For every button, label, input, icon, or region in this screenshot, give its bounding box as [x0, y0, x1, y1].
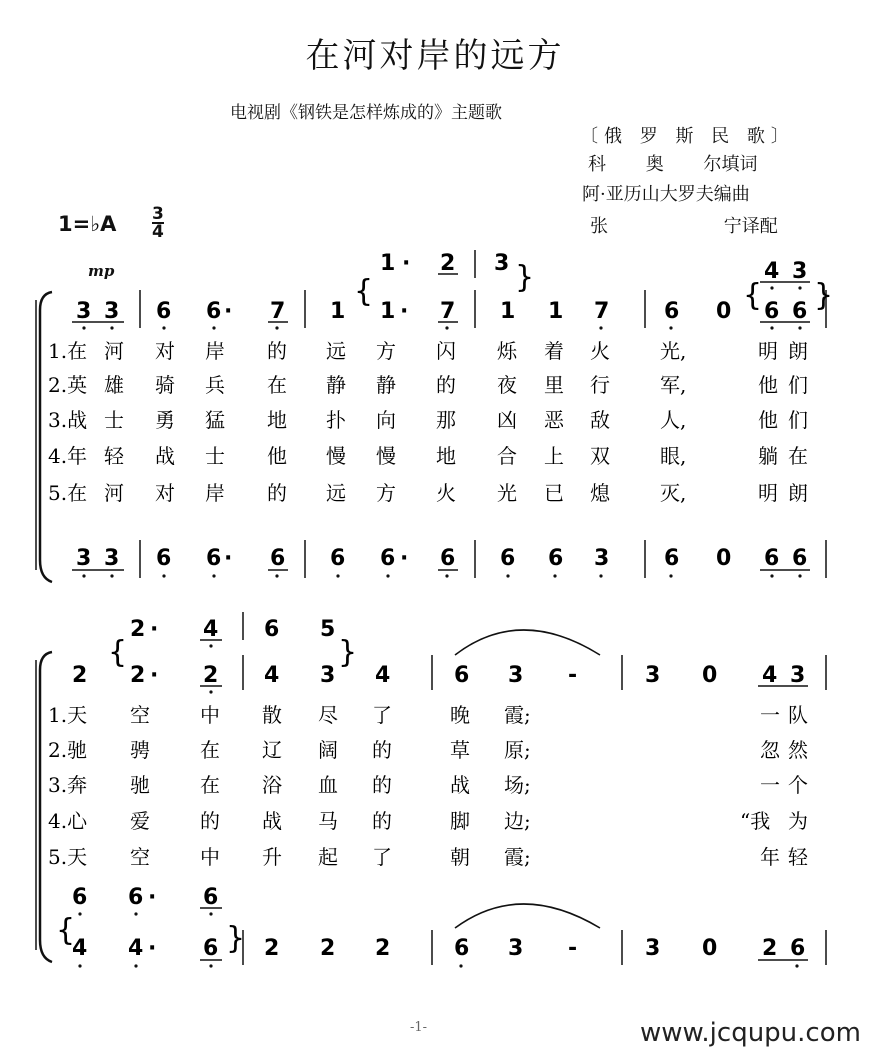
note: 3	[792, 259, 808, 284]
note: 1	[548, 299, 564, 324]
lyric: 们	[788, 373, 808, 397]
origin-credit: 〔俄 罗 斯 民 歌〕	[580, 126, 795, 147]
dot: ·	[150, 663, 159, 688]
note: 2	[762, 936, 778, 961]
note: 3	[508, 663, 524, 688]
lyric: 的	[372, 738, 392, 762]
dot: ·	[148, 885, 157, 910]
note: 0	[702, 663, 718, 688]
song-title: 在河对岸的远方	[305, 36, 565, 76]
note: 1	[500, 299, 516, 324]
arranger-credit: 阿·亚历山大罗夫编曲	[582, 184, 750, 205]
note: 5	[320, 617, 336, 642]
system2-octave-dots	[78, 644, 798, 967]
lyric-verse-1	[48, 703, 808, 727]
note: 4	[375, 663, 391, 688]
note: 3	[645, 663, 661, 688]
lyric: 岸	[205, 481, 225, 505]
system2-tie-lower	[455, 904, 600, 928]
note: 6	[792, 546, 808, 571]
lyric: 浴	[262, 773, 282, 797]
system2-lower-brace-close: }	[226, 921, 246, 956]
lyric: 然	[788, 738, 808, 762]
lyric: 在	[200, 773, 220, 797]
translator-credit: 张 宁译配	[590, 216, 778, 237]
system2-bracket	[40, 652, 52, 962]
lyric: 他	[267, 444, 287, 468]
lyric: 4.年	[48, 444, 88, 468]
lyric: 兵	[205, 373, 225, 397]
lyric: 5.在	[48, 481, 88, 505]
lyric: 原;	[504, 738, 531, 762]
lyric: 5.天	[48, 845, 88, 869]
note: 2	[203, 663, 219, 688]
note: 7	[270, 299, 286, 324]
lyric: 方	[376, 481, 396, 505]
lyric: 1.在	[48, 339, 88, 363]
dash: -	[568, 663, 578, 688]
lyric: 战	[450, 773, 470, 797]
note: 6	[664, 546, 680, 571]
note: 3	[76, 546, 92, 571]
lyric: 着	[544, 339, 564, 363]
system2-variant	[130, 617, 335, 642]
lyric: 空	[130, 845, 150, 869]
dot: ·	[400, 546, 409, 571]
system2-lower-upper-notes	[72, 885, 218, 910]
lyric: 战	[155, 444, 175, 468]
lyric-verse-4	[48, 444, 808, 468]
system1-variant-brace-close: }	[515, 260, 535, 295]
lyric: 了	[372, 845, 392, 869]
system2-beams	[200, 640, 808, 960]
lyric: 明	[758, 481, 778, 505]
note: 3	[508, 936, 524, 961]
lyric: 雄	[104, 373, 124, 397]
lyric: 那	[436, 408, 456, 432]
lyric: 脚	[450, 809, 470, 833]
lyric: 他	[758, 373, 778, 397]
lyric: 1.天	[48, 703, 88, 727]
note: 2	[320, 936, 336, 961]
system2-lyrics	[48, 703, 809, 869]
lyric: 朝	[450, 845, 470, 869]
lyric: 2.驰	[48, 738, 88, 762]
lyric: 猛	[205, 408, 225, 432]
note: 0	[716, 299, 732, 324]
note: 6	[203, 885, 219, 910]
note: 3	[104, 546, 120, 571]
dot: ·	[224, 546, 233, 571]
note: 7	[594, 299, 610, 324]
note: 6	[764, 299, 780, 324]
time-signature-top: 3	[152, 204, 164, 224]
lyric: 的	[372, 773, 392, 797]
dash: -	[568, 936, 578, 961]
lyric: 朗	[788, 339, 808, 363]
lyric: 岸	[205, 339, 225, 363]
note: 1	[380, 299, 396, 324]
lyric: 们	[788, 408, 808, 432]
lyric: 合	[497, 444, 517, 468]
note: 6	[454, 663, 470, 688]
lyric: 行	[590, 373, 610, 397]
dynamic-marking: mp	[88, 262, 115, 280]
lyric: 2.英	[48, 373, 88, 397]
note: 2	[130, 663, 146, 688]
note: 4	[762, 663, 778, 688]
note: 3	[494, 251, 510, 276]
lyric: 恶	[544, 408, 564, 432]
system2-variant-brace-open: {	[108, 635, 128, 670]
lyric: 朗	[788, 481, 808, 505]
note: 0	[702, 936, 718, 961]
system2-lower-voice	[72, 936, 805, 961]
note: 7	[440, 299, 456, 324]
lyric: 轻	[104, 444, 124, 468]
lyric: 勇	[155, 408, 175, 432]
note: 6	[792, 299, 808, 324]
note: 6	[440, 546, 456, 571]
system2-variant-brace-close: }	[338, 635, 358, 670]
lyric: 爱	[130, 809, 150, 833]
note: 6	[790, 936, 806, 961]
note: 6	[203, 936, 219, 961]
lyric: 个	[788, 773, 808, 797]
lyric: 在	[788, 444, 808, 468]
lyric: 河	[104, 481, 124, 505]
lyric: 起	[318, 845, 338, 869]
note: 6	[764, 546, 780, 571]
lyric: 血	[318, 773, 338, 797]
note: 2	[130, 617, 146, 642]
lyric: 忽	[760, 738, 780, 762]
lyric-verse-3	[48, 773, 808, 797]
lyric: 对	[155, 339, 175, 363]
lyric: 霞;	[504, 845, 531, 869]
lyric: 一	[760, 773, 780, 797]
note: 4	[72, 936, 88, 961]
system1-end-brace-open: {	[743, 278, 763, 313]
lyric-verse-2	[48, 373, 808, 397]
system1-variant-a	[380, 251, 509, 276]
lyric: 在	[200, 738, 220, 762]
dot: ·	[224, 299, 233, 324]
lyric: 3.战	[48, 408, 88, 432]
lyric: 骋	[130, 738, 150, 762]
note: 6	[156, 546, 172, 571]
lyric: 草	[450, 738, 470, 762]
lyric: 里	[544, 373, 564, 397]
lyric: 灭,	[660, 481, 687, 505]
lyric: 已	[544, 481, 564, 505]
note: 2	[375, 936, 391, 961]
note: 6	[128, 885, 144, 910]
system1-end-brace-close: }	[814, 278, 834, 313]
lyric: 地	[267, 408, 287, 432]
lyric: 士	[104, 408, 124, 432]
lyric: 静	[376, 373, 396, 397]
lyric: 为	[788, 809, 808, 833]
lyric: 了	[372, 703, 392, 727]
note: 0	[716, 546, 732, 571]
lyric: 场;	[504, 773, 531, 797]
lyric: 边;	[504, 809, 531, 833]
note: 6	[548, 546, 564, 571]
system1-variant-brace-open: {	[354, 274, 374, 309]
lyric: 战	[262, 809, 282, 833]
lyric-verse-3	[48, 408, 808, 432]
lyric: 辽	[262, 738, 282, 762]
lyric: 的	[267, 339, 287, 363]
lyric-verse-5	[48, 481, 808, 505]
note: 6	[156, 299, 172, 324]
note: 3	[594, 546, 610, 571]
lyric: 远	[326, 481, 346, 505]
note: 3	[645, 936, 661, 961]
lyric: 对	[155, 481, 175, 505]
lyric: 4.心	[48, 809, 88, 833]
note: 6	[380, 546, 396, 571]
note: 6	[264, 617, 280, 642]
lyric: 士	[205, 444, 225, 468]
system2-melody	[72, 663, 805, 688]
lyric: 人,	[660, 408, 687, 432]
system1-bracket	[40, 292, 52, 582]
note: 4	[764, 259, 780, 284]
lyric: “我	[740, 809, 771, 833]
dot: ·	[400, 299, 409, 324]
lyric: 的	[372, 809, 392, 833]
note: 2	[440, 251, 456, 276]
lyric: 远	[326, 339, 346, 363]
lyric-verse-1	[48, 339, 808, 363]
lyric: 烁	[497, 339, 517, 363]
lyric: 熄	[590, 481, 610, 505]
note: 1	[380, 251, 396, 276]
lyric: 向	[376, 408, 396, 432]
lyric: 队	[788, 703, 808, 727]
note: 6	[454, 936, 470, 961]
note: 3	[320, 663, 336, 688]
lyric: 地	[436, 444, 456, 468]
lyric: 上	[544, 444, 564, 468]
lyric: 躺	[758, 444, 778, 468]
lyric: 光,	[660, 339, 687, 363]
lyric: 他	[758, 408, 778, 432]
note: 3	[76, 299, 92, 324]
note: 4	[128, 936, 144, 961]
note: 1	[330, 299, 346, 324]
lyric-verse-5	[48, 845, 809, 869]
note: 6	[270, 546, 286, 571]
lyric: 阔	[318, 738, 338, 762]
dot: ·	[150, 617, 159, 642]
lyric: 升	[262, 845, 282, 869]
lyric: 霞;	[504, 703, 531, 727]
lyric: 慢	[376, 444, 396, 468]
lyric: 火	[590, 339, 610, 363]
lyric: 散	[262, 703, 282, 727]
lyric: 在	[267, 373, 287, 397]
lyric: 眼,	[660, 444, 687, 468]
lyric: 轻	[788, 845, 808, 869]
lyric: 凶	[497, 408, 517, 432]
time-signature-bottom: 4	[152, 222, 164, 242]
lyricist-credit: 科 奥 尔填词	[588, 154, 758, 175]
note: 2	[264, 936, 280, 961]
note: 2	[72, 663, 88, 688]
lyric: 明	[758, 339, 778, 363]
note: 6	[330, 546, 346, 571]
note: 6	[206, 546, 222, 571]
system1-melody	[76, 299, 807, 324]
lyric: 尽	[318, 703, 338, 727]
lyric: 中	[200, 845, 220, 869]
lyric: 敌	[590, 408, 610, 432]
lyric: 光	[497, 481, 517, 505]
lyric: 的	[267, 481, 287, 505]
lyric: 的	[200, 809, 220, 833]
dot: ·	[402, 251, 411, 276]
lyric: 静	[326, 373, 346, 397]
lyric: 闪	[436, 339, 456, 363]
lyric: 军,	[660, 373, 687, 397]
lyric: 火	[436, 481, 456, 505]
lyric: 3.奔	[48, 773, 88, 797]
lyric: 中	[200, 703, 220, 727]
system2-lower-brace-open: {	[56, 913, 76, 948]
lyric: 空	[130, 703, 150, 727]
note: 6	[664, 299, 680, 324]
note: 6	[500, 546, 516, 571]
lyric: 夜	[497, 373, 517, 397]
lyric-verse-2	[48, 738, 809, 762]
page-number: -1-	[410, 1020, 428, 1035]
note: 4	[203, 617, 219, 642]
key-signature: 1=♭A	[58, 212, 117, 236]
note: 3	[790, 663, 806, 688]
note: 6	[206, 299, 222, 324]
note: 4	[264, 663, 280, 688]
lyric: 一	[760, 703, 780, 727]
lyric: 慢	[326, 444, 346, 468]
system2-tie-melody	[455, 630, 600, 655]
lyric: 方	[376, 339, 396, 363]
dot: ·	[148, 936, 157, 961]
lyric-verse-4	[48, 809, 808, 833]
lyric: 晚	[450, 703, 470, 727]
lyric: 年	[760, 845, 780, 869]
system1-lyrics	[48, 339, 808, 505]
system1-variant-b	[764, 259, 807, 284]
system1-lower-voice	[76, 546, 807, 571]
lyric: 双	[590, 444, 610, 468]
lyric: 骑	[155, 373, 175, 397]
lyric: 扑	[326, 408, 346, 432]
lyric: 驰	[130, 773, 150, 797]
system1-octave-dots	[82, 286, 801, 577]
song-subtitle: 电视剧《钢铁是怎样炼成的》主题歌	[230, 103, 502, 123]
website-watermark: www.jcqupu.com	[640, 1018, 861, 1048]
note: 6	[72, 885, 88, 910]
lyric: 的	[436, 373, 456, 397]
note: 3	[104, 299, 120, 324]
lyric: 河	[104, 339, 124, 363]
lyric: 马	[318, 809, 338, 833]
